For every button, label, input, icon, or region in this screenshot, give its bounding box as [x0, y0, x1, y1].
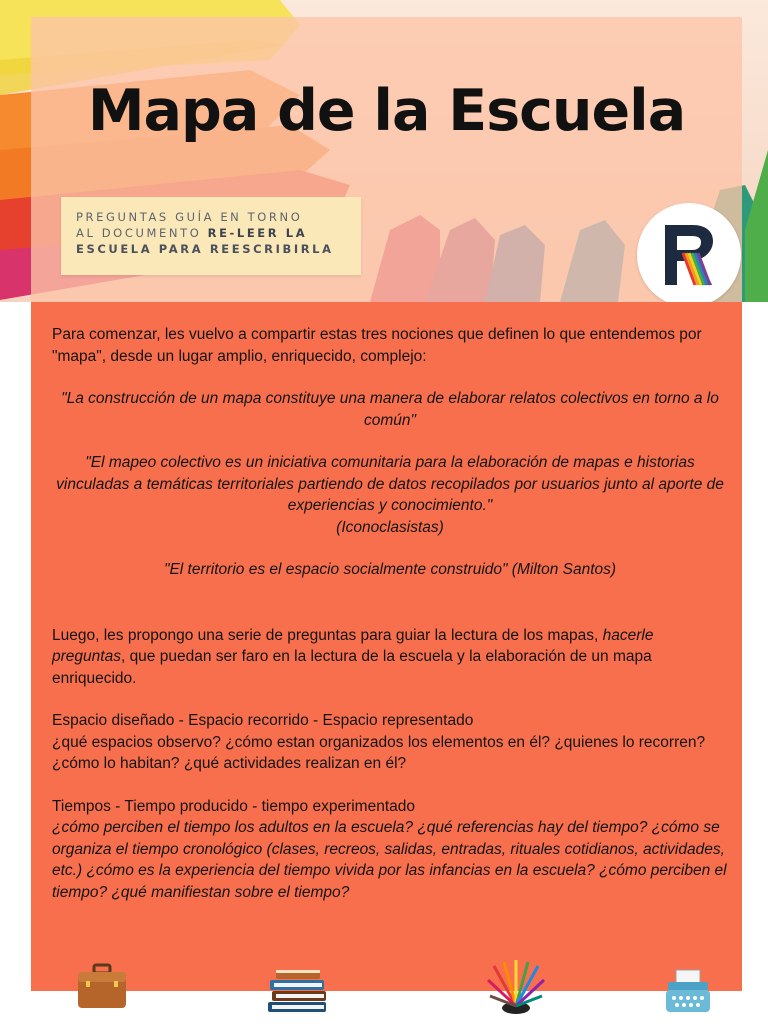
luego-end: , que puedan ser faro en la lectura de la escuela y la elaboración de un mapa enriquecido. [52, 648, 652, 687]
quote-1: "La construcción de un mapa constituye una manera de elaborar relatos colectivos en torno a lo común" [61, 390, 719, 429]
intro-paragraph: Para comenzar, les vuelvo a compartir estas tres nociones que definen lo que entendemos por "mapa", desde un lugar amplio, enriquecido, complejo: [52, 326, 702, 365]
luego-start: Luego, les propongo una serie de preguntas para guiar la lectura de los mapas, [52, 626, 603, 644]
tiempos-heading: Tiempos - Tiempo producido - tiempo experimentado [52, 797, 415, 815]
luego-italic: hacerle preguntas [52, 626, 654, 665]
luego-paragraph [52, 625, 728, 690]
subtitle-line-3: ESCUELA PARA REESCRIBIRLA [76, 242, 334, 256]
quote-2-source: (Iconoclasistas) [336, 518, 444, 536]
colored-pencils-icon [486, 960, 546, 1016]
books-icon [268, 968, 330, 1014]
subtitle-line-2-plain: AL DOCUMENTO [76, 226, 208, 240]
r-logo-icon [637, 203, 741, 307]
subtitle-box [61, 197, 361, 275]
content [52, 324, 728, 903]
logo [637, 203, 741, 307]
subtitle-line-1: PREGUNTAS GUÍA EN TORNO [76, 210, 303, 224]
briefcase-icon [76, 962, 128, 1012]
subtitle-line-2 [76, 226, 307, 240]
espacio-questions: ¿qué espacios observo? ¿cómo estan organizados los elementos en él? ¿quienes lo recorren? ¿cómo lo habitan? ¿qué actividades realizan en él? [52, 733, 706, 772]
page-title: Mapa de la Escuela [87, 78, 686, 144]
tiempos-questions: ¿cómo perciben el tiempo los adultos en la escuela? ¿qué referencias hay del tiempo? ¿cómo se organiza el tiempo cronológico (clases, recreos, salidas, entradas, rituales cotidianos, actividades, etc.) ¿cómo es la experiencia del tiempo vivida por las infancias en la escuela? ¿cómo perciben el tiempo? ¿qué manifiestan sobre el tiempo? [52, 819, 727, 901]
espacio-heading: Espacio diseñado - Espacio recorrido - Espacio representado [52, 712, 474, 729]
quote-2: "El mapeo colectivo es un iniciativa comunitaria para la elaboración de mapas e historias vinculadas a temáticas territoriales partiendo de datos recopilados por usuarios junto al aporte de experiencias y conocimiento." [56, 454, 724, 514]
subtitle-line-2-bold: RE-LEER LA [207, 226, 308, 240]
quote-3: "El territorio es el espacio socialmente construido" (Milton Santos) [163, 561, 617, 578]
typewriter-icon [666, 968, 710, 1016]
